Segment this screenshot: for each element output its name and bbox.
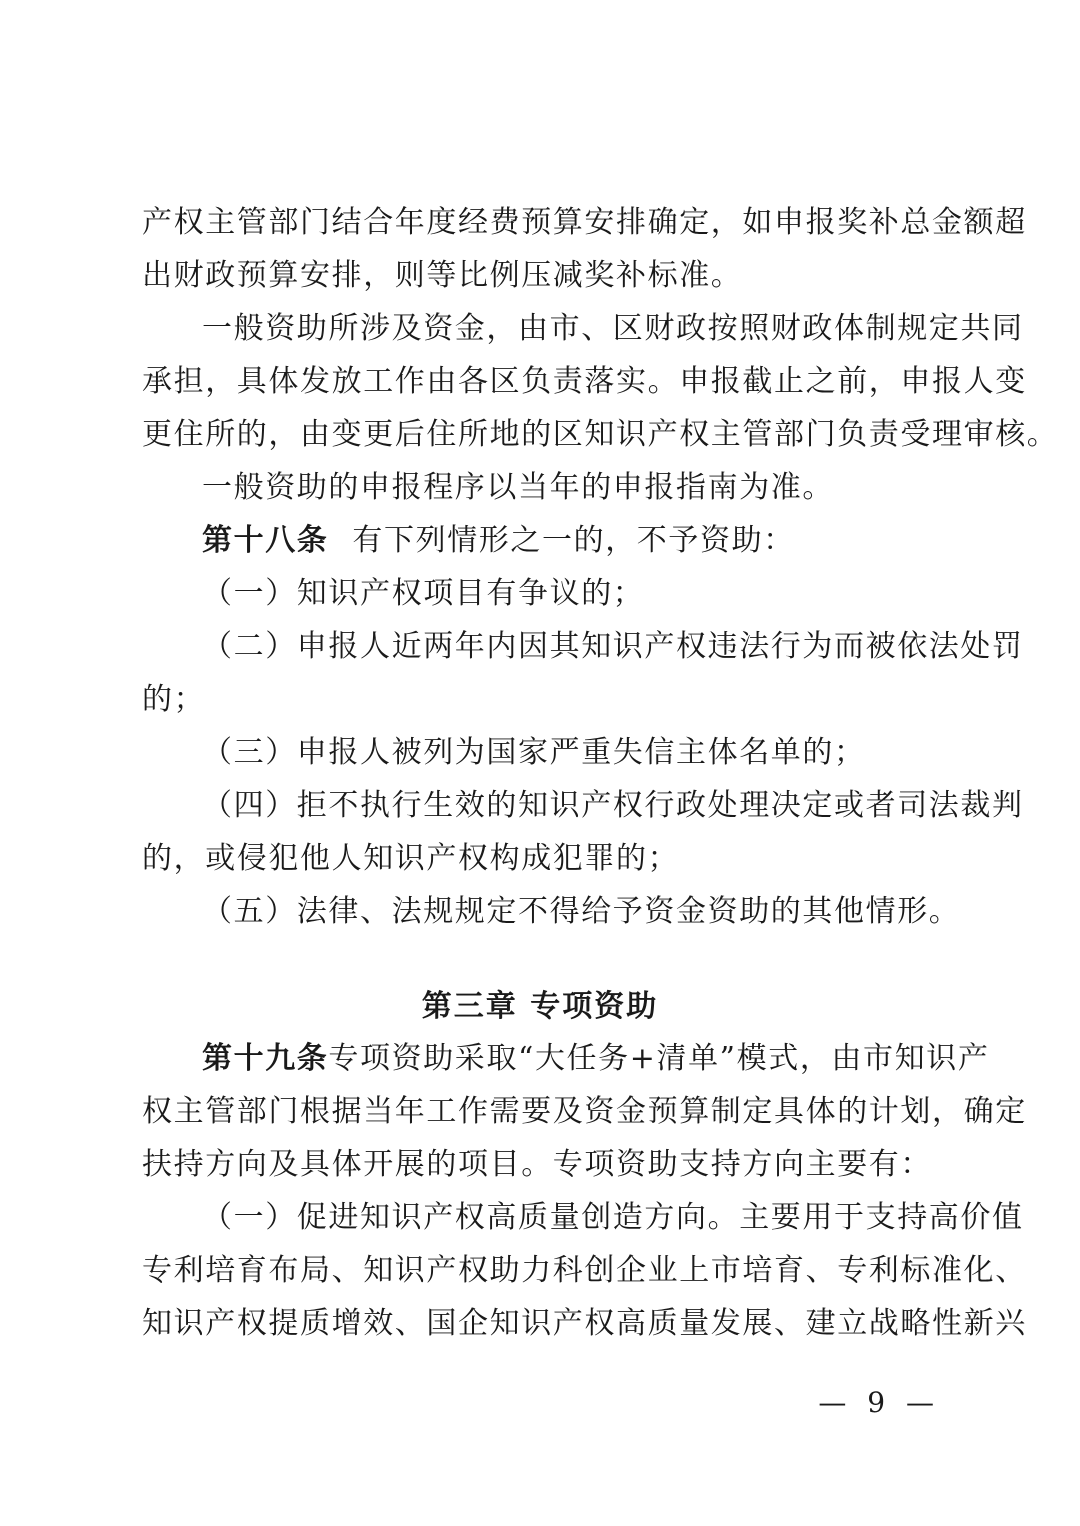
list-item-continuation: 的，或侵犯他人知识产权构成犯罪的；	[142, 841, 680, 876]
list-item-continuation: 知识产权提质增效、国企知识产权高质量发展、建立战略性新兴	[142, 1306, 1027, 1341]
chapter-title: 第三章 专项资助	[421, 989, 659, 1024]
paragraph-line: 承担，具体发放工作由各区负责落实。申报截止之前，申报人变	[142, 364, 1027, 399]
list-item: （三）申报人被列为国家严重失信主体名单的；	[202, 735, 866, 770]
article-text: 专项资助采取“大任务+清单”模式，由市知识产	[328, 1041, 990, 1076]
paragraph-line: 一般资助的申报程序以当年的申报指南为准。	[202, 470, 834, 505]
article-text: 有下列情形之一的，不予资助：	[352, 523, 795, 558]
paragraph-line: 更住所的，由变更后住所地的区知识产权主管部门负责受理审核。	[142, 417, 1059, 452]
paragraph-line: 出财政预算安排，则等比例压减奖补标准。	[142, 258, 743, 293]
paragraph-line: 权主管部门根据当年工作需要及资金预算制定具体的计划，确定	[142, 1094, 1027, 1129]
article-18-heading	[142, 514, 942, 567]
list-item: （一）促进知识产权高质量创造方向。主要用于支持高价值	[202, 1200, 1024, 1235]
list-item: （二）申报人近两年内因其知识产权违法行为而被依法处罚	[202, 629, 1024, 664]
page-number: — 9 —	[818, 1386, 940, 1419]
body-text-lower	[142, 1032, 1027, 1350]
list-item: （四）拒不执行生效的知识产权行政处理决定或者司法裁判	[202, 788, 1024, 823]
paragraph-line: 产权主管部门结合年度经费预算安排确定，如申报奖补总金额超	[142, 205, 1027, 240]
article-label: 第十八条	[202, 523, 329, 558]
paragraph-line: 一般资助所涉及资金，由市、区财政按照财政体制规定共同	[202, 311, 1024, 346]
list-item: （五）法律、法规规定不得给予资金资助的其他情形。	[202, 894, 961, 929]
body-text-upper	[142, 196, 1059, 938]
article-19-heading	[142, 1032, 990, 1085]
list-item: （一）知识产权项目有争议的；	[202, 576, 645, 611]
list-item-continuation: 专利培育布局、知识产权助力科创企业上市培育、专利标准化、	[142, 1253, 1027, 1288]
article-label: 第十九条	[202, 1041, 329, 1076]
list-item-continuation: 的；	[142, 682, 206, 717]
paragraph-line: 扶持方向及具体开展的项目。专项资助支持方向主要有：	[142, 1147, 932, 1182]
